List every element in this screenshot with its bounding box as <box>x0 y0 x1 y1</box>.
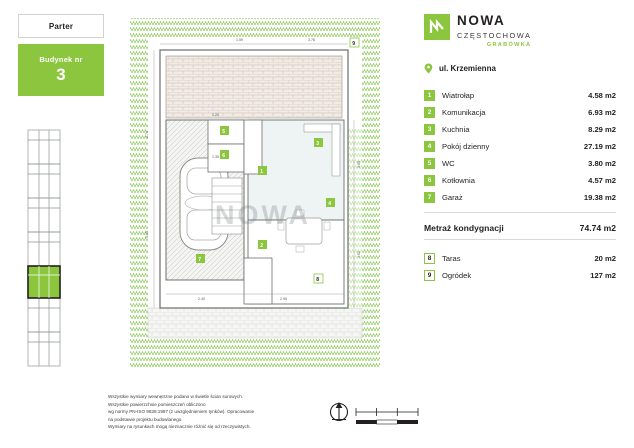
footer-notes <box>108 393 318 431</box>
list-item <box>424 267 616 284</box>
plan-dimension: 1.20 <box>212 113 219 117</box>
footer-note-line: na podstawie projektu budowlanego. <box>108 416 183 422</box>
list-item <box>424 250 616 267</box>
room-number: 5 <box>424 158 435 169</box>
plan-dimension: 3.05 <box>357 161 361 168</box>
room-number: 7 <box>424 192 435 203</box>
room-list <box>424 87 616 206</box>
extras-list <box>424 250 616 284</box>
room-area: 127 m2 <box>590 270 616 280</box>
room-number: 3 <box>424 124 435 135</box>
total-label: Metraż kondygnacji <box>424 222 504 233</box>
north-arrow-icon <box>331 402 348 421</box>
plan-dimension: 4.52 <box>357 251 361 258</box>
building-number: 3 <box>56 65 66 85</box>
room-name: WC <box>442 158 455 168</box>
floor-plan-drawing <box>108 8 403 388</box>
room-area: 4.57 m2 <box>588 175 616 185</box>
plan-marker-9 <box>350 38 359 47</box>
floor-badge <box>18 14 104 38</box>
divider <box>424 239 616 240</box>
plan-dimension: 2.40 <box>198 297 205 301</box>
room-number: 8 <box>424 253 435 264</box>
room-area: 8.29 m2 <box>588 124 616 134</box>
brand-name-line1: NOWA <box>457 13 506 28</box>
room-name: Kotłownia <box>442 175 475 185</box>
svg-text:5: 5 <box>222 128 225 135</box>
plan-dimension: 1.35 <box>212 155 219 159</box>
floor-label: Parter <box>48 21 74 31</box>
plan-marker-6 <box>220 150 229 159</box>
room-name: Ogródek <box>442 270 472 280</box>
brand-name-line2: CZĘSTOCHOWA <box>457 30 532 40</box>
scale-bar-icon <box>356 408 418 424</box>
plan-dimension: 2.74 <box>145 131 149 138</box>
footer-note-line: wg normy PN-ISO 9836:1997 (z uwzględnieniem tynków). Opracowanie <box>108 409 255 415</box>
room-area: 3.80 m2 <box>588 158 616 168</box>
footer-note-line: Wymiary na rysunkach mogą nieznacznie różnić się od rzeczywistych. <box>108 424 251 430</box>
plan-marker-3 <box>314 138 323 147</box>
room-area: 19.38 m2 <box>583 192 616 202</box>
brand-block <box>424 14 616 48</box>
list-item <box>424 87 616 104</box>
room-number: 4 <box>424 141 435 152</box>
map-pin-icon <box>424 63 433 74</box>
address-row <box>424 63 616 74</box>
svg-text:1: 1 <box>260 168 263 175</box>
room-area: 4.58 m2 <box>588 90 616 100</box>
plan-marker-7 <box>196 254 205 263</box>
scale-and-compass <box>326 400 436 434</box>
total-value: 74.74 m2 <box>579 222 616 233</box>
room-name: Garaż <box>442 192 463 202</box>
svg-text:6: 6 <box>222 152 225 159</box>
room-number: 6 <box>424 175 435 186</box>
room-number: 2 <box>424 107 435 118</box>
svg-text:8: 8 <box>316 276 319 283</box>
svg-text:3: 3 <box>316 140 319 147</box>
room-area: 6.93 m2 <box>588 107 616 117</box>
divider <box>424 212 616 213</box>
list-item <box>424 155 616 172</box>
brand-name-line3: GRABÓWKA <box>486 41 532 48</box>
room-name: Pokój dzienny <box>442 141 490 151</box>
footer-note-line: Wszystkie powierzchnie pomieszczeń obliczono <box>108 401 206 407</box>
plan-marker-1 <box>258 166 267 175</box>
room-name: Wiatrołap <box>442 90 475 100</box>
room-name: Taras <box>442 253 461 263</box>
list-item <box>424 104 616 121</box>
svg-text:4: 4 <box>328 200 331 207</box>
room-number: 1 <box>424 90 435 101</box>
svg-text:7: 7 <box>198 256 201 263</box>
list-item <box>424 138 616 155</box>
plan-marker-2 <box>258 240 267 249</box>
room-name: Komunikacja <box>442 107 486 117</box>
svg-text:2: 2 <box>260 242 263 249</box>
floor-area-total <box>424 223 616 233</box>
list-item <box>424 172 616 189</box>
room-name: Kuchnia <box>442 124 470 134</box>
street-name: ul. Krzemienna <box>439 63 496 73</box>
room-number: 9 <box>424 270 435 281</box>
list-item <box>424 121 616 138</box>
plan-dimension: 2.95 <box>280 297 287 301</box>
footer-note-line: Wszystkie wymiary wewnętrzne podano w świetle ścian surowych. <box>108 394 244 399</box>
green-square-n-icon <box>424 14 450 40</box>
building-stack-diagram <box>22 128 66 368</box>
plan-watermark: NOWA <box>215 200 311 230</box>
plan-dimension: 5.15 <box>145 231 149 238</box>
plan-marker-5 <box>220 126 229 135</box>
plan-dimension: 3.76 <box>308 38 315 42</box>
plan-marker-4 <box>326 198 335 207</box>
left-info-column <box>18 14 104 96</box>
brand-text <box>457 14 531 48</box>
list-item <box>424 189 616 206</box>
svg-text:9: 9 <box>352 40 355 47</box>
plan-marker-8 <box>314 274 323 283</box>
building-label: Budynek nr <box>39 55 83 65</box>
room-area: 27.19 m2 <box>583 141 616 151</box>
room-area: 20 m2 <box>594 253 616 263</box>
building-badge <box>18 44 104 96</box>
right-info-panel <box>424 14 616 284</box>
plan-dimension: 1.59 <box>236 38 243 42</box>
